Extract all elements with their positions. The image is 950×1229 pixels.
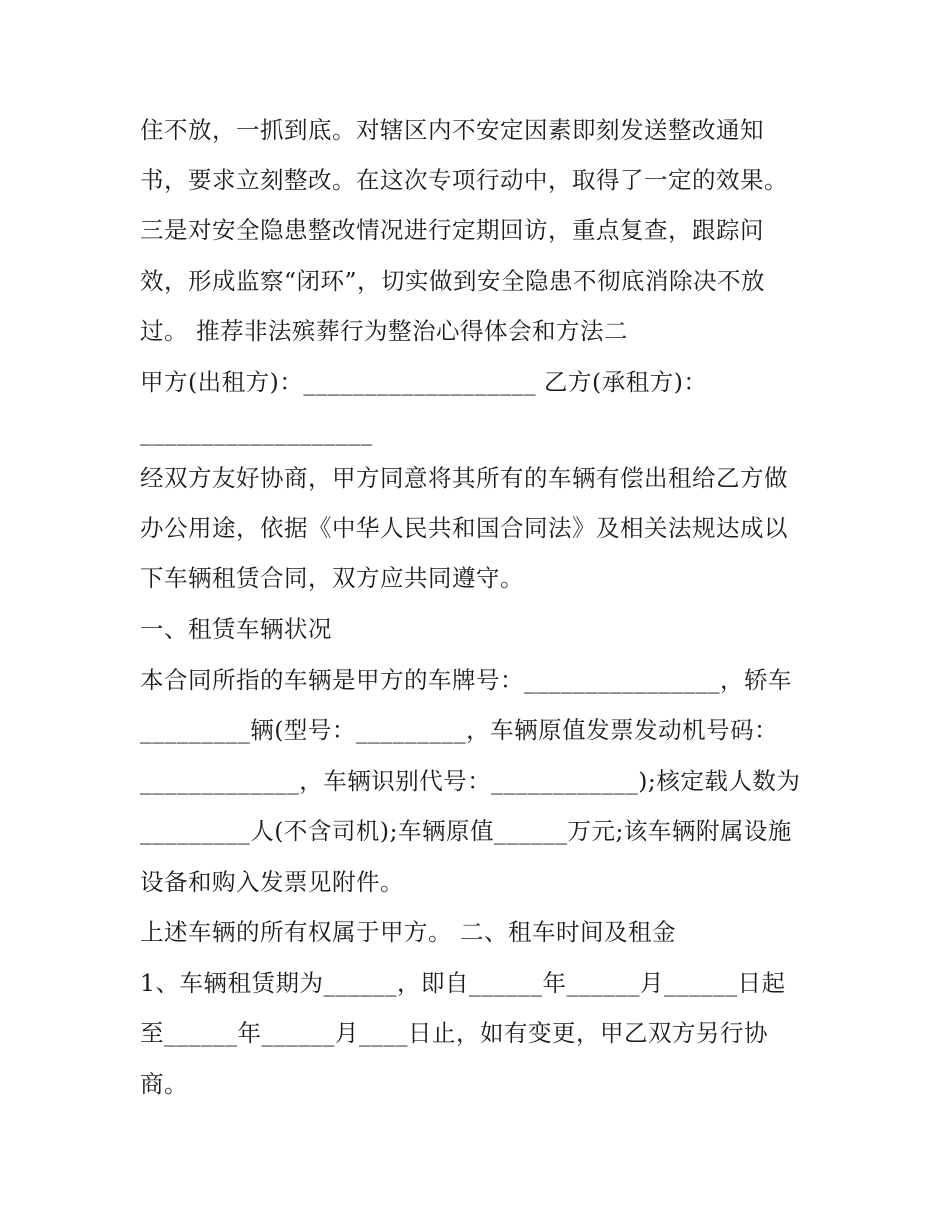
text-line: 过。 推荐非法殡葬行为整治心得体会和方法二 [140, 317, 628, 345]
text-line: 经双方友好协商，甲方同意将其所有的车辆有偿出租给乙方做 [140, 464, 788, 492]
text-line: 至______年______月____日止，如有变更，甲乙双方另行协 [140, 1019, 768, 1047]
text-line: 上述车辆的所有权属于甲方。 二、租车时间及租金 [140, 918, 676, 946]
text-line: 下车辆租赁合同，双方应共同遵守。 [140, 564, 524, 592]
text-line: _____________，车辆识别代号：____________);核定载人数为 [140, 767, 801, 795]
text-line: _________人(不含司机);车辆原值______万元;该车辆附属设施 [140, 817, 792, 845]
party-line: 甲方(出租方)：___________________ 乙方(承租方)： [140, 368, 708, 396]
text-line: 书，要求立刻整改。在这次专项行动中，取得了一定的效果。 [140, 166, 788, 194]
text-line: 三是对安全隐患整改情况进行定期回访，重点复查，跟踪问 [140, 216, 764, 244]
text-line: 本合同所指的车辆是甲方的车牌号：________________，轿车 [140, 666, 792, 694]
party-line-blank: ___________________ [140, 418, 373, 446]
text-line: _________辆(型号：_________，车辆原值发票发动机号码： [140, 716, 779, 744]
text-line: 办公用途，依据《中华人民共和国合同法》及相关法规达成以 [140, 514, 788, 542]
text-line: 效，形成监察“闭环”，切实做到安全隐患不彻底消除决不放 [140, 267, 766, 295]
section-heading: 一、租赁车辆状况 [140, 615, 332, 643]
text-line: 1、车辆租赁期为______，即自______年______月______日起 [140, 969, 786, 997]
text-line: 设备和购入发票见附件。 [140, 868, 404, 896]
text-line: 商。 [140, 1070, 188, 1098]
text-line: 住不放，一抓到底。对辖区内不安定因素即刻发送整改通知 [140, 116, 764, 144]
